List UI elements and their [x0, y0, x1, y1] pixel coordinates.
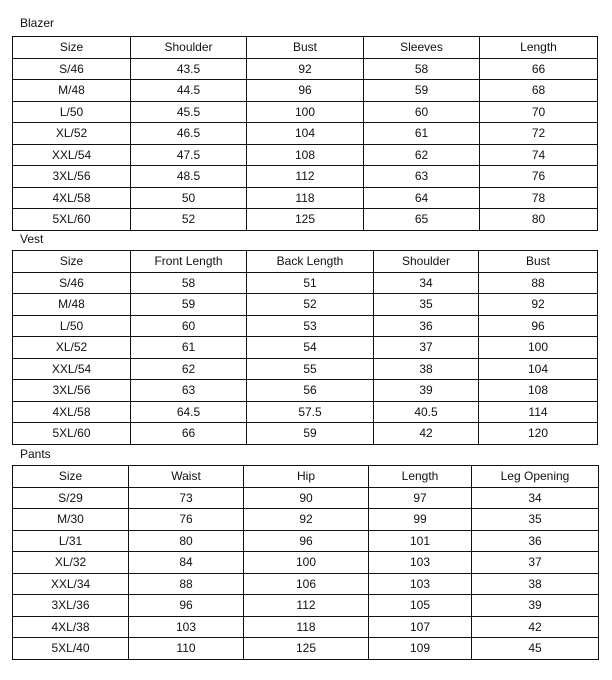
column-header: Sleeves [364, 37, 480, 59]
header-row [13, 466, 599, 488]
table-cell: 44.5 [131, 80, 247, 102]
table-cell: 63 [131, 380, 247, 402]
table-cell: 96 [129, 595, 244, 617]
table-row [13, 423, 598, 445]
table-row [13, 616, 599, 638]
table-cell: 125 [244, 638, 369, 660]
column-header: Hip [244, 466, 369, 488]
table-cell: 34 [374, 272, 479, 294]
table-cell: 104 [247, 123, 364, 145]
column-header: Bust [247, 37, 364, 59]
table-cell: 84 [129, 552, 244, 574]
table-cell: 35 [472, 509, 599, 531]
table-cell: XXL/54 [13, 144, 131, 166]
column-header: Leg Opening [472, 466, 599, 488]
column-header: Size [13, 37, 131, 59]
header-row [13, 251, 598, 273]
table-cell: 112 [244, 595, 369, 617]
table-row [13, 573, 599, 595]
table-cell: 3XL/56 [13, 380, 131, 402]
table-cell: 68 [480, 80, 598, 102]
table-cell: 109 [369, 638, 472, 660]
table-cell: 92 [479, 294, 598, 316]
table-cell: L/50 [13, 315, 131, 337]
table-cell: 97 [369, 487, 472, 509]
column-header: Bust [479, 251, 598, 273]
table-cell: 74 [480, 144, 598, 166]
table-cell: S/29 [13, 487, 129, 509]
table-cell: XL/32 [13, 552, 129, 574]
table-cell: 80 [480, 209, 598, 231]
table-cell: M/48 [13, 80, 131, 102]
table-cell: 64 [364, 187, 480, 209]
table-cell: 110 [129, 638, 244, 660]
table-row [13, 638, 599, 660]
table-cell: 108 [479, 380, 598, 402]
table-cell: 42 [472, 616, 599, 638]
table-cell: 62 [364, 144, 480, 166]
table-cell: 60 [131, 315, 247, 337]
table-cell: 92 [247, 58, 364, 80]
table-cell: 76 [480, 166, 598, 188]
table-row [13, 552, 599, 574]
table-cell: 50 [131, 187, 247, 209]
table-cell: 101 [369, 530, 472, 552]
table-cell: 3XL/36 [13, 595, 129, 617]
table-row [13, 315, 598, 337]
table-row [13, 58, 598, 80]
table-cell: 59 [247, 423, 374, 445]
table-row [13, 380, 598, 402]
table-cell: 96 [479, 315, 598, 337]
table-cell: M/30 [13, 509, 129, 531]
table-cell: 37 [472, 552, 599, 574]
table-cell: 36 [472, 530, 599, 552]
table-row [13, 101, 598, 123]
table-cell: 5XL/60 [13, 423, 131, 445]
table-row [13, 487, 599, 509]
table-cell: 103 [369, 552, 472, 574]
table-cell: 96 [244, 530, 369, 552]
table-row [13, 123, 598, 145]
table-cell: 5XL/60 [13, 209, 131, 231]
table-cell: 92 [244, 509, 369, 531]
table-row [13, 337, 598, 359]
table-cell: 120 [479, 423, 598, 445]
column-header: Size [13, 251, 131, 273]
table-cell: 118 [247, 187, 364, 209]
table-cell: 78 [480, 187, 598, 209]
table-cell: 73 [129, 487, 244, 509]
table-cell: 76 [129, 509, 244, 531]
vest-title: Vest [20, 232, 44, 246]
table-cell: 72 [480, 123, 598, 145]
table-cell: XL/52 [13, 337, 131, 359]
column-header: Shoulder [374, 251, 479, 273]
table-cell: 58 [131, 272, 247, 294]
column-header: Length [480, 37, 598, 59]
table-cell: 114 [479, 401, 598, 423]
column-header: Length [369, 466, 472, 488]
table-cell: 56 [247, 380, 374, 402]
table-cell: 35 [374, 294, 479, 316]
table-cell: 39 [374, 380, 479, 402]
table-cell: 118 [244, 616, 369, 638]
table-row [13, 530, 599, 552]
table-cell: 5XL/40 [13, 638, 129, 660]
table-cell: 60 [364, 101, 480, 123]
table-cell: 52 [131, 209, 247, 231]
table-cell: 62 [131, 358, 247, 380]
table-cell: 3XL/56 [13, 166, 131, 188]
table-cell: 108 [247, 144, 364, 166]
table-cell: 66 [480, 58, 598, 80]
table-cell: 99 [369, 509, 472, 531]
table-cell: 36 [374, 315, 479, 337]
blazer-title: Blazer [20, 16, 55, 30]
table-cell: L/50 [13, 101, 131, 123]
table-cell: 42 [374, 423, 479, 445]
table-cell: 4XL/38 [13, 616, 129, 638]
table-cell: 66 [131, 423, 247, 445]
table-cell: 57.5 [247, 401, 374, 423]
table-cell: 51 [247, 272, 374, 294]
table-cell: 125 [247, 209, 364, 231]
table-cell: 100 [244, 552, 369, 574]
table-cell: 107 [369, 616, 472, 638]
table-cell: S/46 [13, 58, 131, 80]
table-row [13, 80, 598, 102]
table-cell: 55 [247, 358, 374, 380]
table-cell: L/31 [13, 530, 129, 552]
table-cell: 100 [247, 101, 364, 123]
table-cell: 59 [131, 294, 247, 316]
table-cell: 90 [244, 487, 369, 509]
table-cell: 80 [129, 530, 244, 552]
table-cell: 70 [480, 101, 598, 123]
table-cell: 37 [374, 337, 479, 359]
table-cell: XXL/34 [13, 573, 129, 595]
table-cell: 88 [479, 272, 598, 294]
table-cell: 34 [472, 487, 599, 509]
table-row [13, 144, 598, 166]
vest-size-table [12, 250, 598, 445]
table-cell: 43.5 [131, 58, 247, 80]
table-cell: 59 [364, 80, 480, 102]
table-cell: 45.5 [131, 101, 247, 123]
table-cell: 96 [247, 80, 364, 102]
table-cell: 64.5 [131, 401, 247, 423]
column-header: Size [13, 466, 129, 488]
table-cell: 104 [479, 358, 598, 380]
table-cell: 53 [247, 315, 374, 337]
table-cell: S/46 [13, 272, 131, 294]
header-row [13, 37, 598, 59]
column-header: Front Length [131, 251, 247, 273]
table-cell: 52 [247, 294, 374, 316]
table-cell: 39 [472, 595, 599, 617]
table-cell: M/48 [13, 294, 131, 316]
table-cell: 88 [129, 573, 244, 595]
table-cell: 58 [364, 58, 480, 80]
pants-title: Pants [20, 447, 51, 461]
blazer-size-table [12, 36, 598, 231]
column-header: Back Length [247, 251, 374, 273]
table-cell: 106 [244, 573, 369, 595]
table-cell: 54 [247, 337, 374, 359]
table-row [13, 294, 598, 316]
table-cell: 46.5 [131, 123, 247, 145]
table-row [13, 401, 598, 423]
table-cell: 105 [369, 595, 472, 617]
table-cell: 38 [472, 573, 599, 595]
table-row [13, 209, 598, 231]
table-row [13, 358, 598, 380]
column-header: Waist [129, 466, 244, 488]
table-cell: 63 [364, 166, 480, 188]
table-cell: 40.5 [374, 401, 479, 423]
table-cell: 61 [131, 337, 247, 359]
table-row [13, 509, 599, 531]
table-cell: 48.5 [131, 166, 247, 188]
column-header: Shoulder [131, 37, 247, 59]
table-row [13, 166, 598, 188]
table-cell: 103 [129, 616, 244, 638]
table-cell: XXL/54 [13, 358, 131, 380]
table-cell: 103 [369, 573, 472, 595]
table-cell: 65 [364, 209, 480, 231]
table-cell: 38 [374, 358, 479, 380]
table-cell: 45 [472, 638, 599, 660]
pants-size-table [12, 465, 599, 660]
table-cell: 47.5 [131, 144, 247, 166]
table-row [13, 187, 598, 209]
table-cell: 61 [364, 123, 480, 145]
table-cell: 4XL/58 [13, 187, 131, 209]
table-cell: 112 [247, 166, 364, 188]
table-row [13, 595, 599, 617]
table-cell: XL/52 [13, 123, 131, 145]
table-row [13, 272, 598, 294]
table-cell: 4XL/58 [13, 401, 131, 423]
table-cell: 100 [479, 337, 598, 359]
